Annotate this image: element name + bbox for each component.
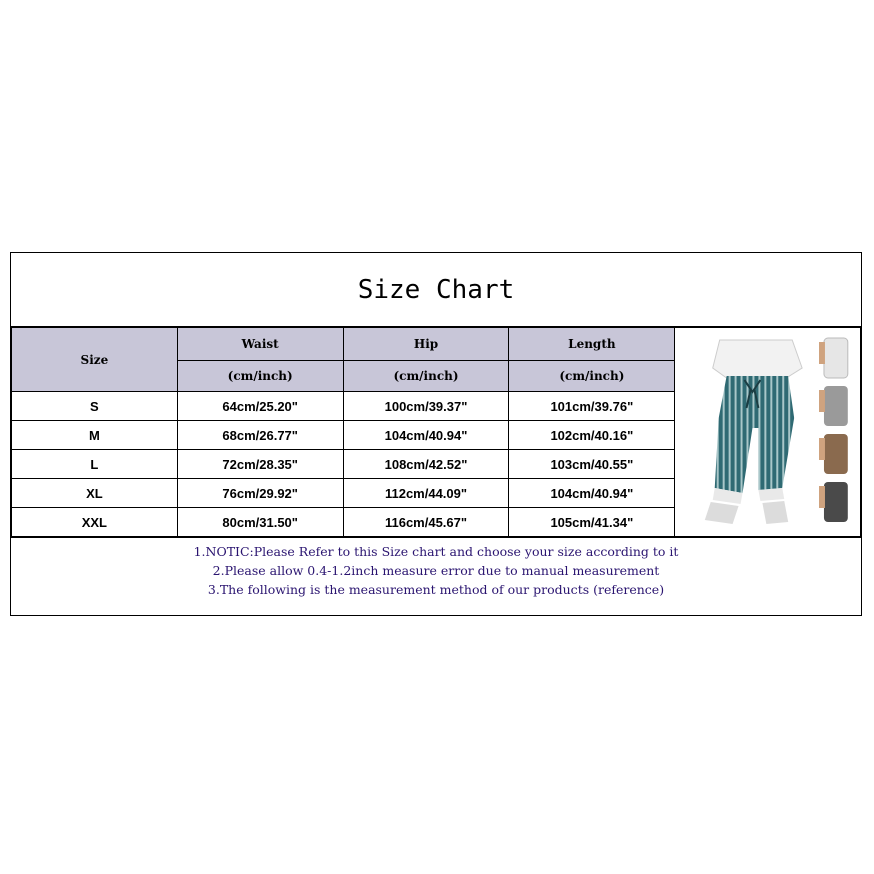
variant-dark [819,482,848,522]
cell-waist: 68cm/26.77" [177,421,343,450]
cell-size: XXL [12,508,178,537]
cell-length: 103cm/40.55" [509,450,675,479]
note-1: 1.NOTIC:Please Refer to this Size chart and choose your size according to it [193,544,679,559]
unit-hip: (cm/inch) [343,361,509,392]
product-photo-cell [675,328,861,537]
cell-size: L [12,450,178,479]
cell-hip: 108cm/42.52" [343,450,509,479]
cell-waist: 64cm/25.20" [177,392,343,421]
size-table [11,327,861,537]
cell-waist: 80cm/31.50" [177,508,343,537]
cell-hip: 100cm/39.37" [343,392,509,421]
cell-length: 104cm/40.94" [509,479,675,508]
size-chart [10,252,862,616]
cell-waist: 76cm/29.92" [177,479,343,508]
note-2: 2.Please allow 0.4-1.2inch measure error due to manual measurement [212,563,660,578]
cell-hip: 112cm/44.09" [343,479,509,508]
chart-title: Size Chart [11,253,861,327]
cell-size: XL [12,479,178,508]
cell-hip: 104cm/40.94" [343,421,509,450]
header-length: Length [509,328,675,361]
header-waist: Waist [177,328,343,361]
cell-size: S [12,392,178,421]
variant-light [819,338,848,378]
cell-hip: 116cm/45.67" [343,508,509,537]
cell-length: 101cm/39.76" [509,392,675,421]
unit-length: (cm/inch) [509,361,675,392]
cell-size: M [12,421,178,450]
unit-waist: (cm/inch) [177,361,343,392]
variant-gray [819,386,848,426]
product-photo [675,328,860,536]
cell-length: 105cm/41.34" [509,508,675,537]
variant-brown [819,434,848,474]
cell-length: 102cm/40.16" [509,421,675,450]
notes [11,537,861,615]
cell-waist: 72cm/28.35" [177,450,343,479]
header-hip: Hip [343,328,509,361]
note-3: 3.The following is the measurement method of our products (reference) [207,582,665,597]
header-size: Size [12,328,178,392]
